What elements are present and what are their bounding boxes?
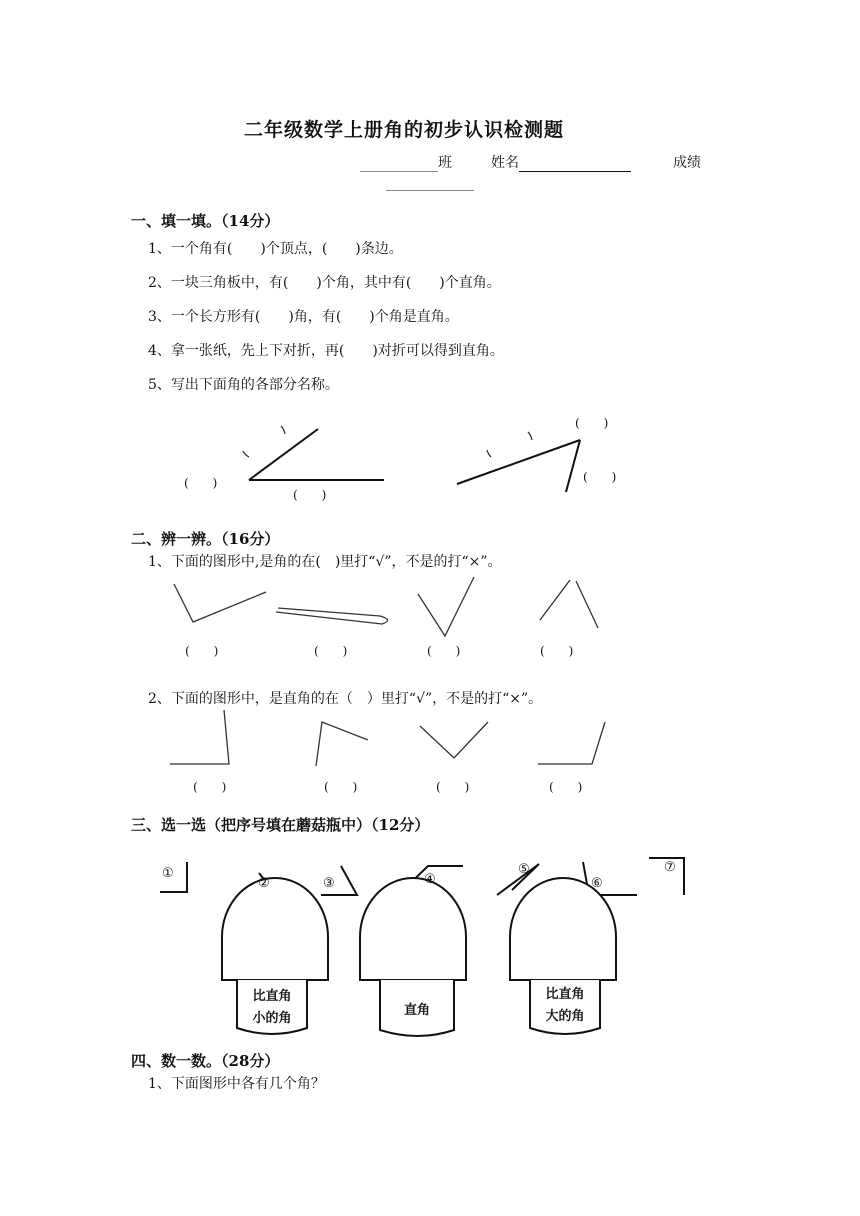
mushroom-1-label[interactable] bbox=[242, 986, 302, 1030]
section2-heading: 二、辨一辨。（16分） bbox=[131, 530, 280, 548]
mushroom-2-label[interactable] bbox=[387, 1000, 447, 1022]
number-2: ② bbox=[258, 876, 270, 891]
s2-figure-1 bbox=[174, 584, 266, 622]
class-label: 班 bbox=[438, 155, 452, 171]
s4-q1: 1、下面图形中各有几个角？ bbox=[148, 1076, 325, 1092]
section1-heading: 一、填一填。（14分） bbox=[131, 212, 280, 230]
s2-answer-2[interactable]: ( ) bbox=[314, 644, 348, 658]
score-label: 成绩 bbox=[673, 155, 701, 171]
angle-figure-2 bbox=[457, 432, 580, 492]
s1-item-5: 5、写出下面角的各部分名称。 bbox=[148, 377, 339, 393]
s2q2-figure-4 bbox=[538, 722, 605, 764]
s2q2-answer-4[interactable]: ( ) bbox=[549, 780, 583, 794]
angle-figure-1 bbox=[243, 426, 384, 480]
page-title: 二年级数学上册角的初步认识检测题 bbox=[244, 119, 565, 141]
number-5: ⑤ bbox=[518, 862, 530, 877]
mushroom-3-label[interactable] bbox=[535, 984, 595, 1028]
mushroom-3-line2: 大的角 bbox=[545, 1009, 585, 1024]
vertex-answer[interactable]: ( ) bbox=[184, 476, 218, 490]
s2-figure-3 bbox=[418, 577, 474, 636]
angle2-answer-side[interactable]: ( ) bbox=[583, 470, 617, 484]
s1-item-1: 1、一个角有( )个顶点，( )条边。 bbox=[148, 241, 403, 257]
mushroom-1-line2: 小的角 bbox=[252, 1011, 292, 1026]
s2-answer-4[interactable]: ( ) bbox=[540, 644, 574, 658]
number-1: ① bbox=[162, 866, 174, 881]
s2-figure-4 bbox=[540, 580, 598, 628]
mushroom-2-line1: 直角 bbox=[403, 1003, 430, 1018]
s2-q1: 1、下面的图形中,是角的在( )里打“√”，不是的打“×”。 bbox=[148, 554, 502, 570]
number-4: ④ bbox=[424, 872, 436, 887]
number-7: ⑦ bbox=[664, 860, 676, 875]
number-3: ③ bbox=[323, 876, 335, 891]
s2q2-answer-3[interactable]: ( ) bbox=[436, 780, 470, 794]
side-answer-bottom[interactable]: ( ) bbox=[293, 488, 327, 502]
mushroom-1-line1: 比直角 bbox=[252, 989, 292, 1004]
angle2-answer-top[interactable]: ( ) bbox=[575, 416, 609, 430]
name-label: 姓名 bbox=[491, 155, 519, 171]
s2q2-figure-3 bbox=[420, 722, 488, 758]
s1-item-3: 3、一个长方形有( )角，有( )个角是直角。 bbox=[148, 309, 459, 325]
s2q2-figure-1 bbox=[170, 710, 229, 764]
s2-q2: 2、下面的图形中，是直角的在（ ）里打“√”，不是的打“×”。 bbox=[148, 691, 543, 707]
s2q2-answer-1[interactable]: ( ) bbox=[193, 780, 227, 794]
s1-item-2: 2、一块三角板中，有( )个角，其中有( )个直角。 bbox=[148, 275, 501, 291]
s1-item-4: 4、拿一张纸，先上下对折，再( )对折可以得到直角。 bbox=[148, 343, 504, 359]
s2-figure-2 bbox=[276, 608, 388, 624]
s2q2-answer-2[interactable]: ( ) bbox=[324, 780, 358, 794]
s2-answer-3[interactable]: ( ) bbox=[427, 644, 461, 658]
section3-heading: 三、选一选（把序号填在蘑菇瓶中）（12分） bbox=[131, 816, 430, 834]
s2q2-figure-2 bbox=[316, 722, 368, 766]
mushroom-3-line1: 比直角 bbox=[545, 987, 585, 1002]
number-6: ⑥ bbox=[591, 876, 603, 891]
section4-heading: 四、数一数。（28分） bbox=[131, 1052, 280, 1070]
s2-answer-1[interactable]: ( ) bbox=[185, 644, 219, 658]
